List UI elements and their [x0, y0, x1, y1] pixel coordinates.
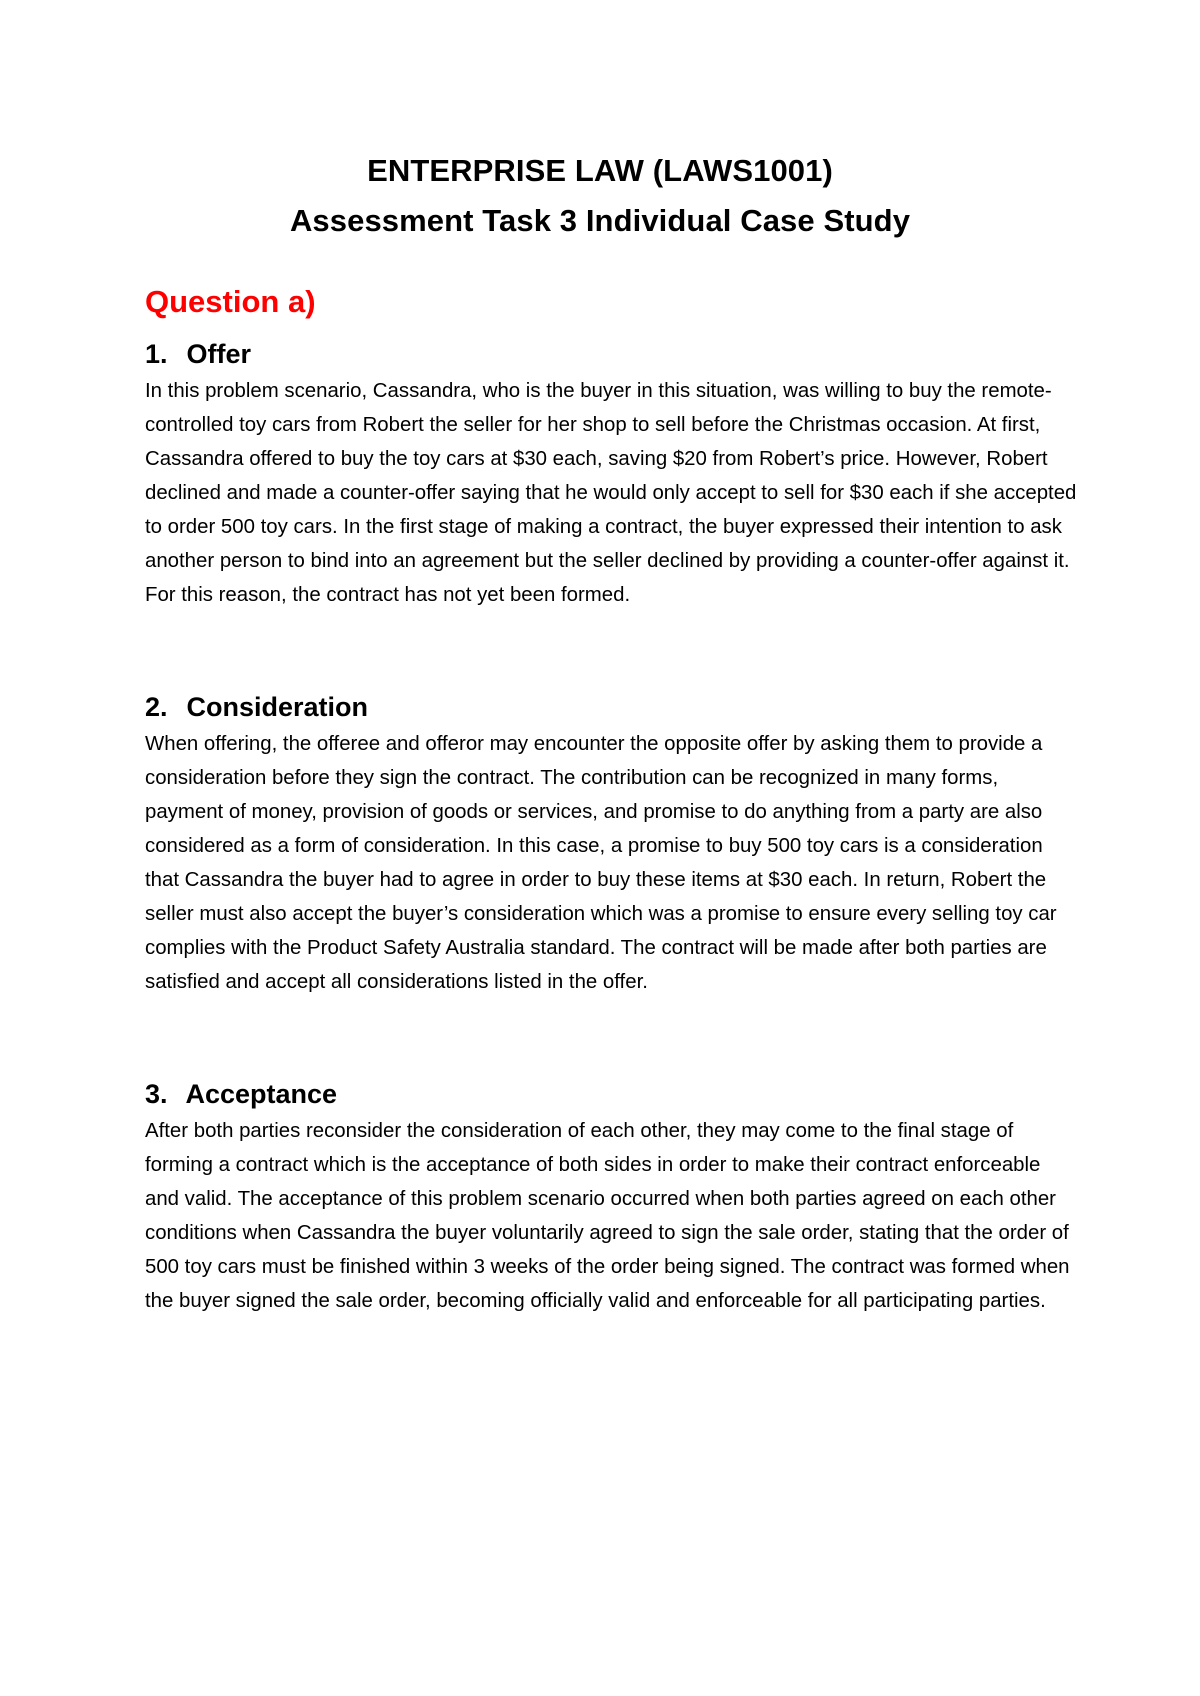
document-title: ENTERPRISE LAW (LAWS1001) [367, 153, 833, 188]
section-title: Consideration [186, 692, 369, 722]
section-heading [145, 689, 1085, 725]
title-block [0, 146, 1200, 246]
section-heading [145, 1076, 1085, 1112]
section-title: Offer [186, 339, 252, 369]
section-number: 2. [145, 692, 168, 722]
section-heading [145, 336, 1085, 372]
section-body: When offering, the offeree and offeror may encounter the opposite offer by asking them to provide a consideration before they sign the contract. The contribution can be recognized in many forms, payment of money, provision of goods or services, and promise to do anything from a party are also considered as a form of consideration. In this case, a promise to buy 500 toy cars is a consideration that Cassandra the buyer had to agree in order to buy these items at $30 each. In return, Robert the seller must also accept the buyer’s consideration which was a promise to ensure every selling toy car complies with the Product Safety Australia standard. The contract will be made after both parties are satisfied and accept all considerations listed in the offer. [145, 733, 1057, 993]
section-number: 3. [145, 1079, 168, 1109]
section-acceptance [145, 1076, 1085, 1318]
section-title: Acceptance [185, 1079, 338, 1109]
question-label: Question a) [145, 284, 316, 319]
document-subtitle: Assessment Task 3 Individual Case Study [289, 203, 911, 238]
section-consideration [145, 689, 1085, 999]
section-body: In this problem scenario, Cassandra, who is the buyer in this situation, was willing to buy the remote-controlled toy cars from Robert the seller for her shop to sell before the Christmas occasion. At first, Cassandra offered to buy the toy cars at $30 each, saving $20 from Robert’s price. However, Robert declined and made a counter-offer saying that he would only accept to sell for $30 each if she accepted to order 500 toy cars. In the first stage of making a contract, the buyer expressed their intention to ask another person to bind into an agreement but the seller declined by providing a counter-offer against it. For this reason, the contract has not yet been formed. [145, 380, 1077, 606]
section-offer [145, 336, 1085, 612]
section-body: After both parties reconsider the consideration of each other, they may come to the final stage of forming a contract which is the acceptance of both sides in order to make their contract enforceable and valid. The acceptance of this problem scenario occurred when both parties agreed on each other conditions when Cassandra the buyer voluntarily agreed to sign the sale order, stating that the order of 500 toy cars must be finished within 3 weeks of the order being signed. The contract was formed when the buyer signed the sale order, becoming officially valid and enforceable for all participating parties. [145, 1120, 1070, 1312]
section-number: 1. [145, 339, 168, 369]
